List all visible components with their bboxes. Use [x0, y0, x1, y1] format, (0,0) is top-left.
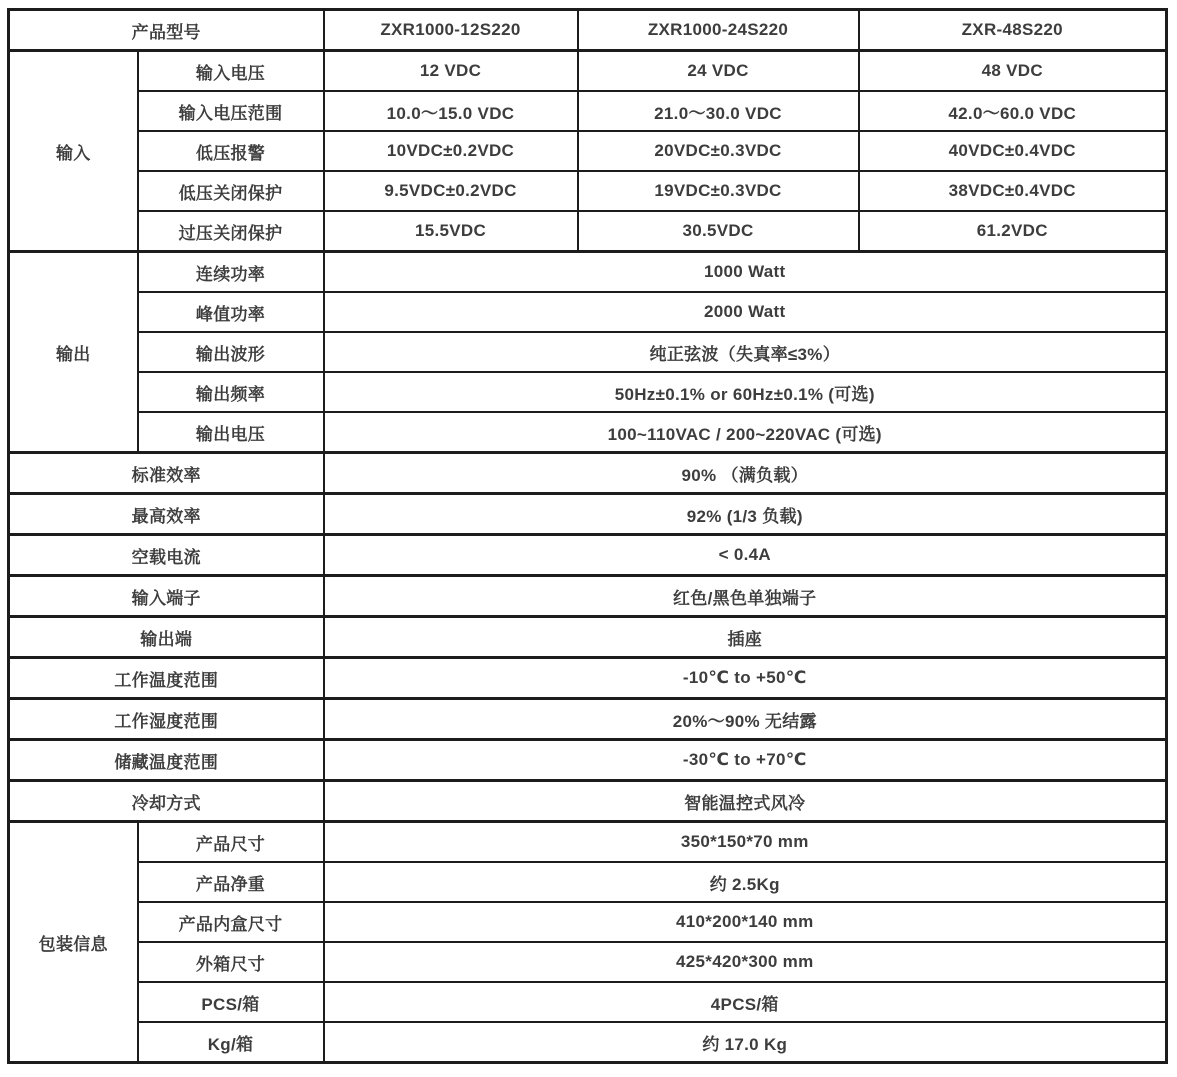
table-row: [9, 535, 1167, 576]
input-group-label-cell: 输入: [9, 51, 138, 252]
spec-label-cell: 外箱尺寸: [138, 942, 324, 982]
spec-value-cell: -30℃ to +70℃: [324, 740, 1167, 781]
spec-label-cell: 输出电压: [138, 412, 324, 453]
model-name-cell: ZXR1000-24S220: [578, 10, 859, 51]
spec-value-cell: 19VDC±0.3VDC: [578, 171, 859, 211]
spec-label-cell: 产品尺寸: [138, 822, 324, 863]
spec-value-cell: 9.5VDC±0.2VDC: [324, 171, 578, 211]
spec-value-cell: 48 VDC: [859, 51, 1167, 92]
spec-label-cell: 输出波形: [138, 332, 324, 372]
table-row: [9, 372, 1167, 412]
spec-value-cell: 约 17.0 Kg: [324, 1022, 1167, 1063]
spec-value-cell: 智能温控式风冷: [324, 781, 1167, 822]
spec-value-cell: 38VDC±0.4VDC: [859, 171, 1167, 211]
table-row: [9, 131, 1167, 171]
spec-label-cell: 工作温度范围: [9, 658, 324, 699]
spec-label-cell: 输入电压: [138, 51, 324, 92]
table-row-header: [9, 10, 1167, 51]
spec-label-cell: 空载电流: [9, 535, 324, 576]
table-row: [9, 822, 1167, 863]
table-row: [9, 699, 1167, 740]
table-row: [9, 171, 1167, 211]
table-row: [9, 292, 1167, 332]
table-row: [9, 982, 1167, 1022]
model-name-cell: ZXR-48S220: [859, 10, 1167, 51]
spec-value-cell: 2000 Watt: [324, 292, 1167, 332]
table-row: [9, 211, 1167, 252]
spec-value-cell: 20%～90% 无结露: [324, 699, 1167, 740]
table-row: [9, 576, 1167, 617]
spec-value-cell: 350*150*70 mm: [324, 822, 1167, 863]
spec-value-cell: 425*420*300 mm: [324, 942, 1167, 982]
packaging-group-label-cell: 包装信息: [9, 822, 138, 1063]
spec-label-cell: 连续功率: [138, 252, 324, 293]
spec-value-cell: 40VDC±0.4VDC: [859, 131, 1167, 171]
spec-label-cell: 低压关闭保护: [138, 171, 324, 211]
spec-label-cell: 产品净重: [138, 862, 324, 902]
spec-label-cell: 低压报警: [138, 131, 324, 171]
table-row: [9, 942, 1167, 982]
spec-label-cell: Kg/箱: [138, 1022, 324, 1063]
table-row: [9, 781, 1167, 822]
table-row: [9, 91, 1167, 131]
spec-label-cell: 产品内盒尺寸: [138, 902, 324, 942]
spec-label-cell: 标准效率: [9, 453, 324, 494]
spec-value-cell: 24 VDC: [578, 51, 859, 92]
spec-value-cell: 50Hz±0.1% or 60Hz±0.1% (可选): [324, 372, 1167, 412]
table-row: [9, 1022, 1167, 1063]
spec-label-cell: 输入电压范围: [138, 91, 324, 131]
spec-label-cell: 输出端: [9, 617, 324, 658]
table-row: [9, 412, 1167, 453]
spec-value-cell: 1000 Watt: [324, 252, 1167, 293]
spec-label-cell: 过压关闭保护: [138, 211, 324, 252]
spec-value-cell: -10℃ to +50℃: [324, 658, 1167, 699]
table-row: [9, 740, 1167, 781]
table-row: [9, 252, 1167, 293]
spec-label-cell: 储藏温度范围: [9, 740, 324, 781]
table-row: [9, 51, 1167, 92]
product-model-header-cell: 产品型号: [9, 10, 324, 51]
table-row: [9, 902, 1167, 942]
spec-value-cell: 100~110VAC / 200~220VAC (可选): [324, 412, 1167, 453]
spec-value-cell: 90% （满负载）: [324, 453, 1167, 494]
spec-value-cell: 42.0～60.0 VDC: [859, 91, 1167, 131]
spec-value-cell: 20VDC±0.3VDC: [578, 131, 859, 171]
table-row: [9, 617, 1167, 658]
spec-value-cell: 12 VDC: [324, 51, 578, 92]
spec-label-cell: 工作湿度范围: [9, 699, 324, 740]
spec-value-cell: 4PCS/箱: [324, 982, 1167, 1022]
spec-value-cell: 纯正弦波（失真率≤3%）: [324, 332, 1167, 372]
spec-value-cell: 约 2.5Kg: [324, 862, 1167, 902]
spec-value-cell: 10.0～15.0 VDC: [324, 91, 578, 131]
spec-value-cell: 410*200*140 mm: [324, 902, 1167, 942]
spec-value-cell: 21.0～30.0 VDC: [578, 91, 859, 131]
spec-value-cell: 红色/黑色单独端子: [324, 576, 1167, 617]
table-row: [9, 332, 1167, 372]
table-row: [9, 494, 1167, 535]
spec-label-cell: 输出频率: [138, 372, 324, 412]
spec-label-cell: PCS/箱: [138, 982, 324, 1022]
spec-value-cell: 30.5VDC: [578, 211, 859, 252]
product-spec-table: [7, 8, 1168, 1064]
spec-value-cell: 10VDC±0.2VDC: [324, 131, 578, 171]
model-name-cell: ZXR1000-12S220: [324, 10, 578, 51]
table-row: [9, 862, 1167, 902]
table-row: [9, 453, 1167, 494]
spec-label-cell: 最高效率: [9, 494, 324, 535]
spec-label-cell: 输入端子: [9, 576, 324, 617]
spec-label-cell: 冷却方式: [9, 781, 324, 822]
table-row: [9, 658, 1167, 699]
spec-value-cell: < 0.4A: [324, 535, 1167, 576]
spec-value-cell: 61.2VDC: [859, 211, 1167, 252]
output-group-label-cell: 输出: [9, 252, 138, 453]
spec-value-cell: 15.5VDC: [324, 211, 578, 252]
spec-value-cell: 插座: [324, 617, 1167, 658]
spec-value-cell: 92% (1/3 负载): [324, 494, 1167, 535]
spec-label-cell: 峰值功率: [138, 292, 324, 332]
